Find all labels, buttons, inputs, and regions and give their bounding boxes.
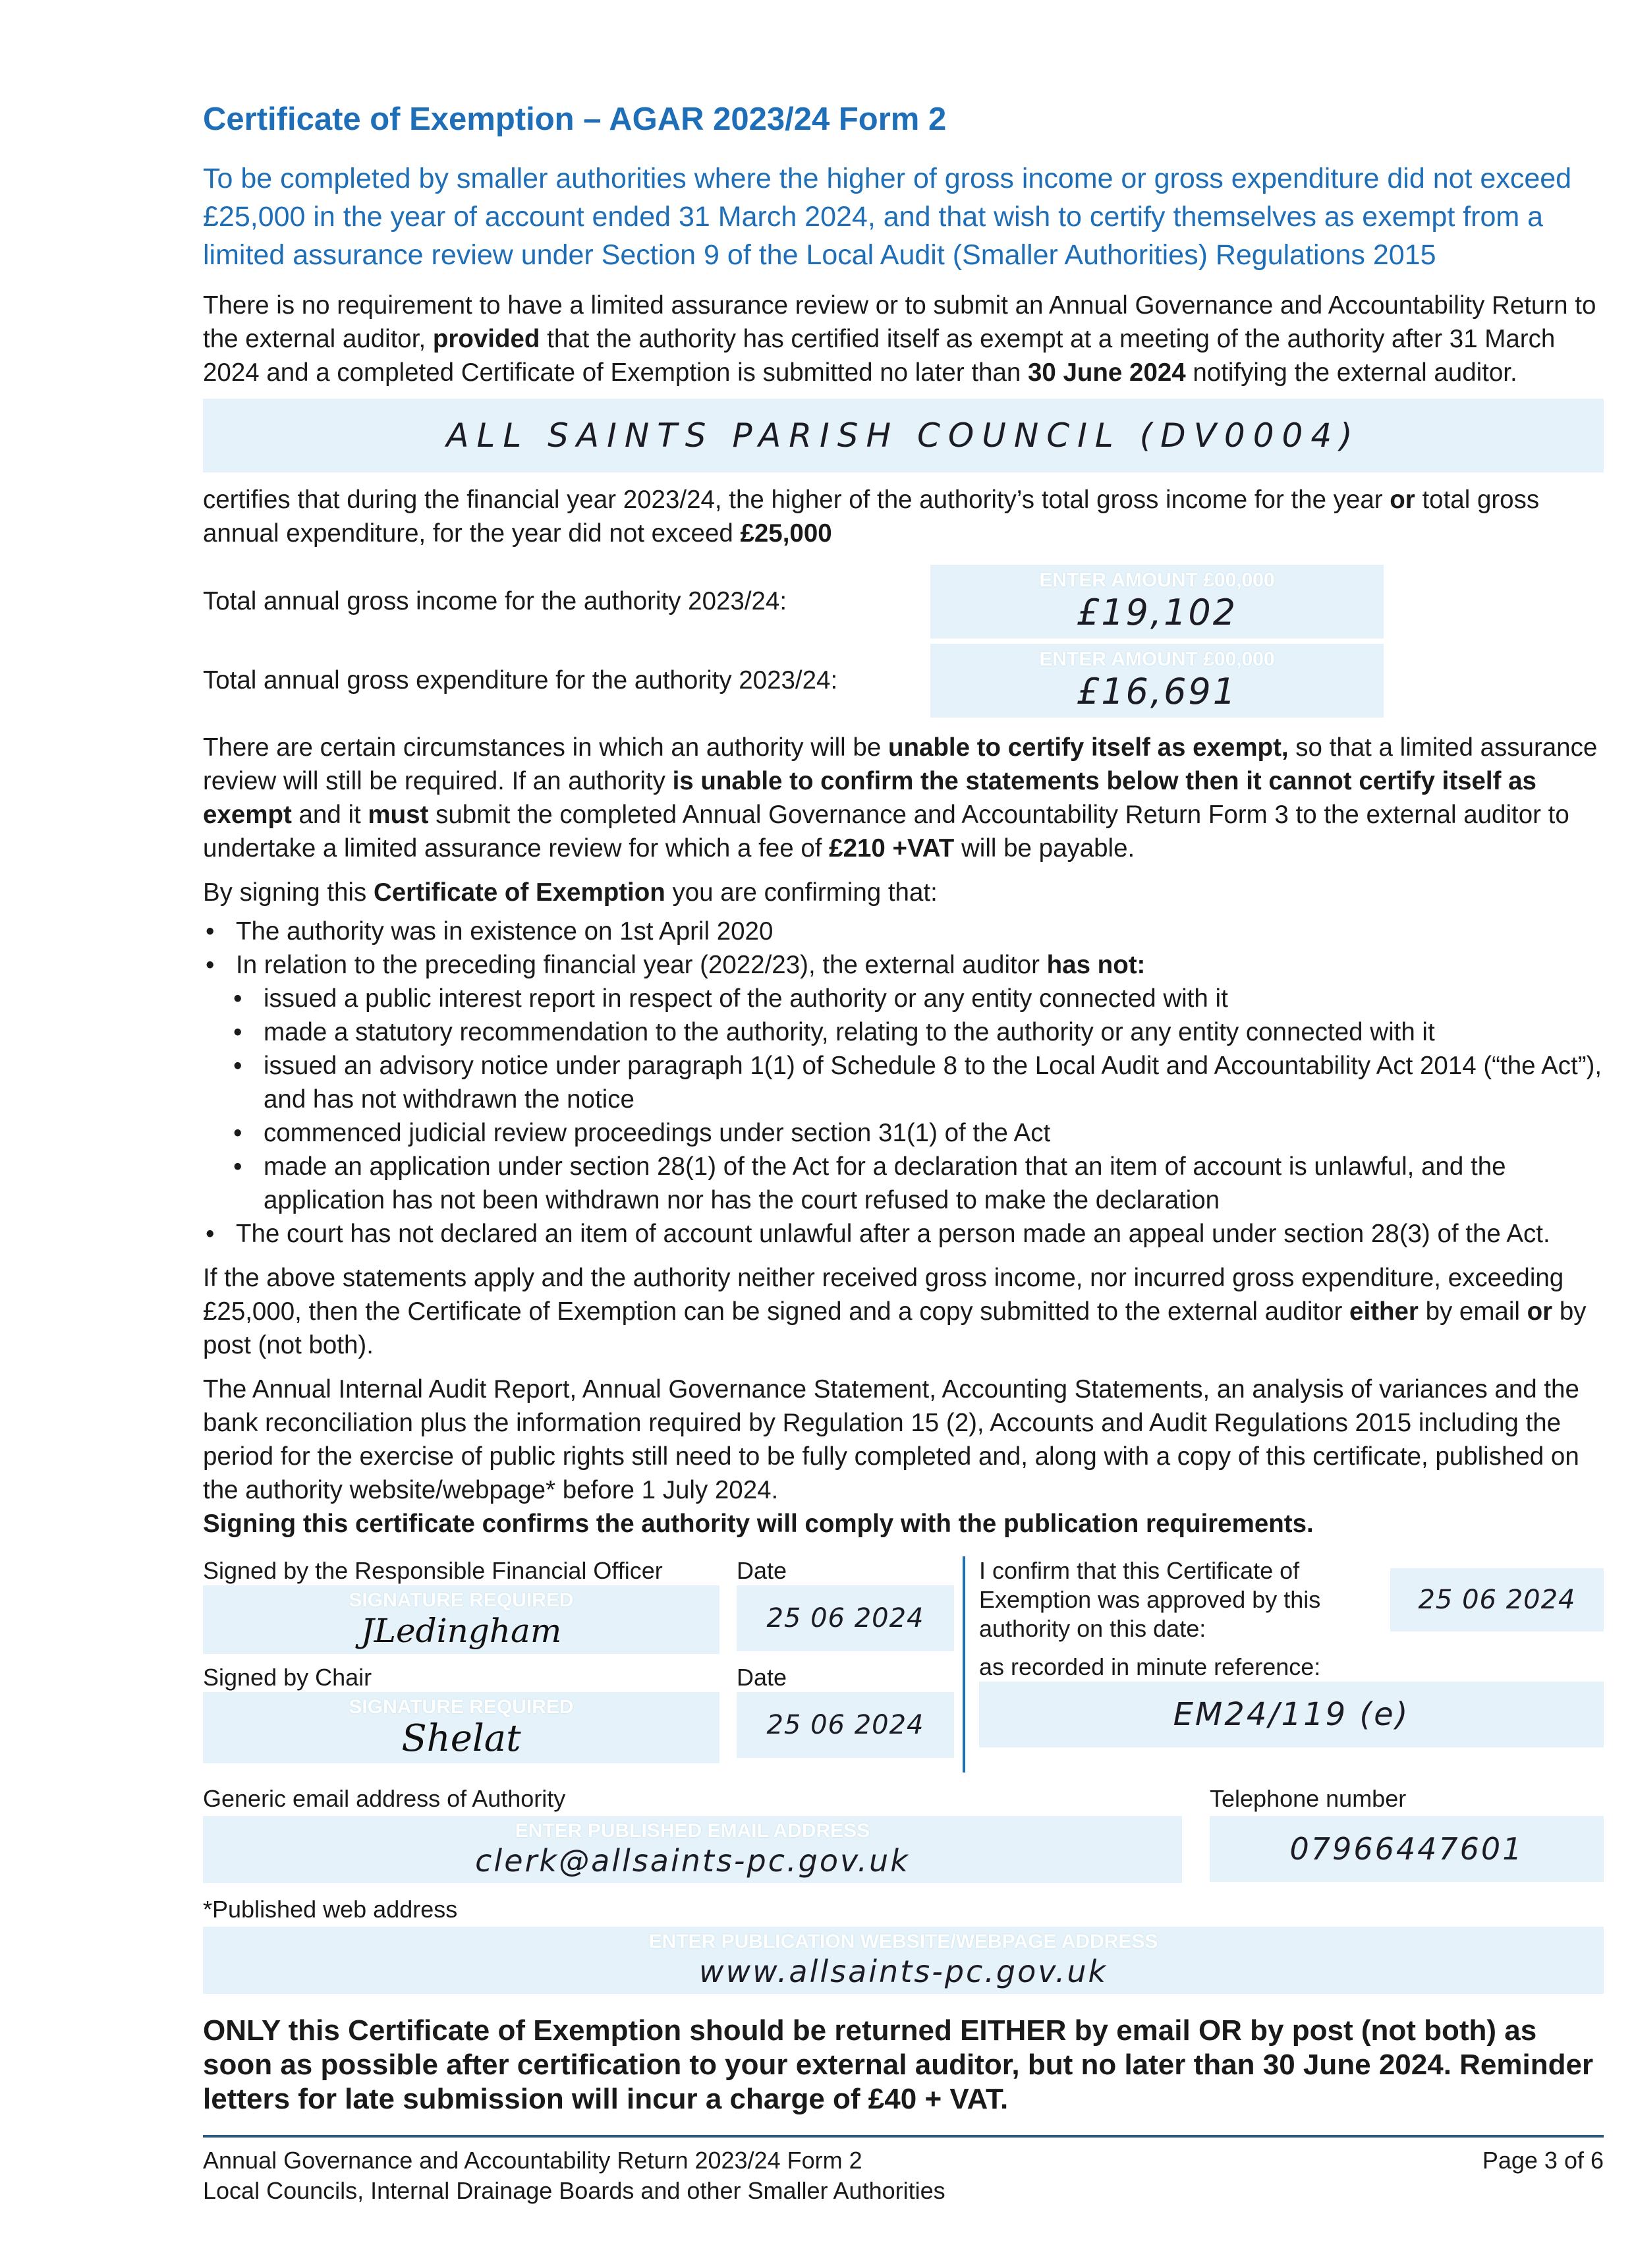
signature-section xyxy=(203,1556,1604,1772)
rfo-date-field[interactable] xyxy=(737,1585,954,1651)
list-item: • The authority was in existence on 1st April 2020 xyxy=(203,915,1604,948)
footer xyxy=(203,2145,945,2206)
page-title: Certificate of Exemption – AGAR 2023/24 Form 2 xyxy=(203,101,947,137)
rfo-signature-label: Signed by the Responsible Financial Officer xyxy=(203,1557,663,1584)
expenditure-field[interactable] xyxy=(930,644,1384,718)
chair-signature-label: Signed by Chair xyxy=(203,1664,372,1691)
income-placeholder: ENTER AMOUNT £00,000 xyxy=(1039,569,1275,591)
circumstances-paragraph: There are certain circumstances in which an authority will be unable to certify itself as exempt, so that a limited assurance review will still be required. If an authority is unable to confirm the statements below then it cannot certify itself as exempt and it must submit the completed Annual Governance and Accountability Return Form 3 to the external auditor to undertake a limited assurance review for which a fee of £210 +VAT will be payable. xyxy=(203,733,1598,863)
income-field[interactable] xyxy=(930,565,1384,638)
rfo-signature-field[interactable] xyxy=(203,1585,719,1654)
approval-confirm-text: I confirm that this Certificate of Exemption was approved by this authority on this date: xyxy=(979,1557,1321,1642)
footer-row xyxy=(203,2145,1604,2206)
approval-date-field[interactable] xyxy=(1390,1568,1604,1631)
footer-line-1: Annual Governance and Accountability Return 2023/24 Form 2 xyxy=(203,2147,862,2174)
email-field[interactable] xyxy=(203,1816,1182,1883)
footer-line-2: Local Councils, Internal Drainage Boards and other Smaller Authorities xyxy=(203,2177,945,2204)
email-value: clerk@allsaints-pc.gov.uk xyxy=(475,1843,910,1879)
footer-rule xyxy=(203,2135,1604,2138)
chair-signature: Shelat xyxy=(401,1717,521,1760)
return-notice: ONLY this Certificate of Exemption should be returned EITHER by email OR by post (not both) as soon as possible after certification to your external auditor, but no later than 30 June 2024. Reminder letters for late submission will incur a charge of £40 + VAT. xyxy=(203,2014,1594,2115)
contact-section xyxy=(203,1784,1604,1883)
rfo-signature-placeholder: SIGNATURE REQUIRED xyxy=(349,1589,574,1611)
list-item: • The court has not declared an item of account unlawful after a person made an appeal under section 28(3) of the Act. xyxy=(203,1217,1604,1251)
income-row xyxy=(203,565,1604,638)
web-address-value: www.allsaints-pc.gov.uk xyxy=(698,1954,1108,1989)
minute-reference-label: as recorded in minute reference: xyxy=(979,1653,1321,1680)
expenditure-placeholder: ENTER AMOUNT £00,000 xyxy=(1039,648,1275,670)
web-address-label: *Published web address xyxy=(203,1896,458,1923)
column-divider xyxy=(963,1556,965,1772)
phone-field[interactable] xyxy=(1210,1816,1604,1882)
chair-date-value: 25 06 2024 xyxy=(766,1710,924,1740)
confirming-paragraph: By signing this Certificate of Exemption you are confirming that: xyxy=(203,878,938,907)
phone-label: Telephone number xyxy=(1210,1785,1407,1812)
list-item: • made a statutory recommendation to the authority, relating to the authority or any entity connected with it xyxy=(203,1015,1604,1049)
phone-value: 07966447601 xyxy=(1289,1831,1524,1867)
approval-column xyxy=(979,1556,1604,1772)
chair-date-field[interactable] xyxy=(737,1692,954,1758)
list-item: • commenced judicial review proceedings under section 31(1) of the Act xyxy=(203,1116,1604,1150)
chair-signature-field[interactable] xyxy=(203,1692,719,1763)
list-item: • In relation to the preceding financial year (2022/23), the external auditor has not: xyxy=(203,948,1604,982)
rfo-date-label: Date xyxy=(737,1557,787,1584)
rfo-row xyxy=(203,1556,963,1654)
email-label: Generic email address of Authority xyxy=(203,1785,566,1812)
approval-date-value: 25 06 2024 xyxy=(1418,1585,1576,1615)
signatures-column xyxy=(203,1556,963,1772)
intro-text: To be completed by smaller authorities where the higher of gross income or gross expenditure did not exceed £25,000 in the year of account ended 31 March 2024, and that wish to certify themselves as exempt from a limited assurance review under Section 9 of the Local Audit (Smaller Authorities) Regulations 2015 xyxy=(203,163,1572,271)
chair-date-label: Date xyxy=(737,1664,787,1691)
page-number: Page 3 of 6 xyxy=(1482,2147,1604,2174)
approval-row xyxy=(979,1556,1604,1643)
rfo-date-value: 25 06 2024 xyxy=(766,1603,924,1633)
minute-reference-field[interactable] xyxy=(979,1682,1604,1747)
email-placeholder: ENTER PUBLISHED EMAIL ADDRESS xyxy=(515,1820,870,1842)
publication-paragraph: The Annual Internal Audit Report, Annual Governance Statement, Accounting Statements, an analysis of variances and the bank reconciliation plus the information required by Regulation 15 (2), Accounts and Audit Regulations 2015 including the period for the exercise of public rights still need to be fully completed and, along with a copy of this certificate, published on the authority website/webpage* before 1 July 2024. Signing this certificate confirms the authority will comply with the publication requirements. xyxy=(203,1375,1579,1538)
chair-signature-placeholder: SIGNATURE REQUIRED xyxy=(349,1696,574,1718)
email-block xyxy=(203,1784,1182,1883)
list-item: • made an application under section 28(1) of the Act for a declaration that an item of account is unlawful, and the application has not been withdrawn nor has the court refused to make the declaration xyxy=(203,1150,1604,1217)
authority-name-field[interactable] xyxy=(203,399,1604,472)
income-value: £19,102 xyxy=(1076,592,1238,633)
income-label: Total annual gross income for the authority 2023/24: xyxy=(203,587,787,615)
rfo-signature: JLedingham xyxy=(360,1612,562,1650)
minute-reference-value: EM24/119 (e) xyxy=(1173,1696,1410,1733)
expenditure-value: £16,691 xyxy=(1076,671,1238,712)
certificate-page xyxy=(203,0,1604,2246)
phone-block xyxy=(1210,1784,1604,1883)
web-address-block xyxy=(203,1895,1604,1994)
minute-block xyxy=(979,1653,1604,1747)
certifies-paragraph: certifies that during the financial year 2023/24, the higher of the authority’s total gross income for the year or total gross annual expenditure, for the year did not exceed £25,000 xyxy=(203,486,1540,548)
apply-paragraph: If the above statements apply and the authority neither received gross income, nor incurred gross expenditure, exceeding £25,000, then the Certificate of Exemption can be signed and a copy submitted to the external auditor either by email or by post (not both). xyxy=(203,1264,1587,1359)
chair-row xyxy=(203,1663,963,1763)
statement-list xyxy=(203,915,1604,1251)
expenditure-label: Total annual gross expenditure for the authority 2023/24: xyxy=(203,666,838,695)
list-item: • issued an advisory notice under paragraph 1(1) of Schedule 8 to the Local Audit and Accountability Act 2014 (“the Act”), and has not withdrawn the notice xyxy=(203,1049,1604,1116)
web-address-placeholder: ENTER PUBLICATION WEBSITE/WEBPAGE ADDRESS xyxy=(648,1931,1158,1952)
requirement-paragraph: There is no requirement to have a limited assurance review or to submit an Annual Governance and Accountability Return to the external auditor, provided that the authority has certified itself as exempt at a meeting of the authority after 31 March 2024 and a completed Certificate of Exemption is submitted no later than 30 June 2024 notifying the external auditor. xyxy=(203,291,1596,387)
list-item: • issued a public interest report in respect of the authority or any entity connected with it xyxy=(203,982,1604,1015)
expenditure-row xyxy=(203,644,1604,718)
authority-name-value: ALL SAINTS PARISH COUNCIL (DV0004) xyxy=(446,416,1361,455)
web-address-field[interactable] xyxy=(203,1927,1604,1994)
